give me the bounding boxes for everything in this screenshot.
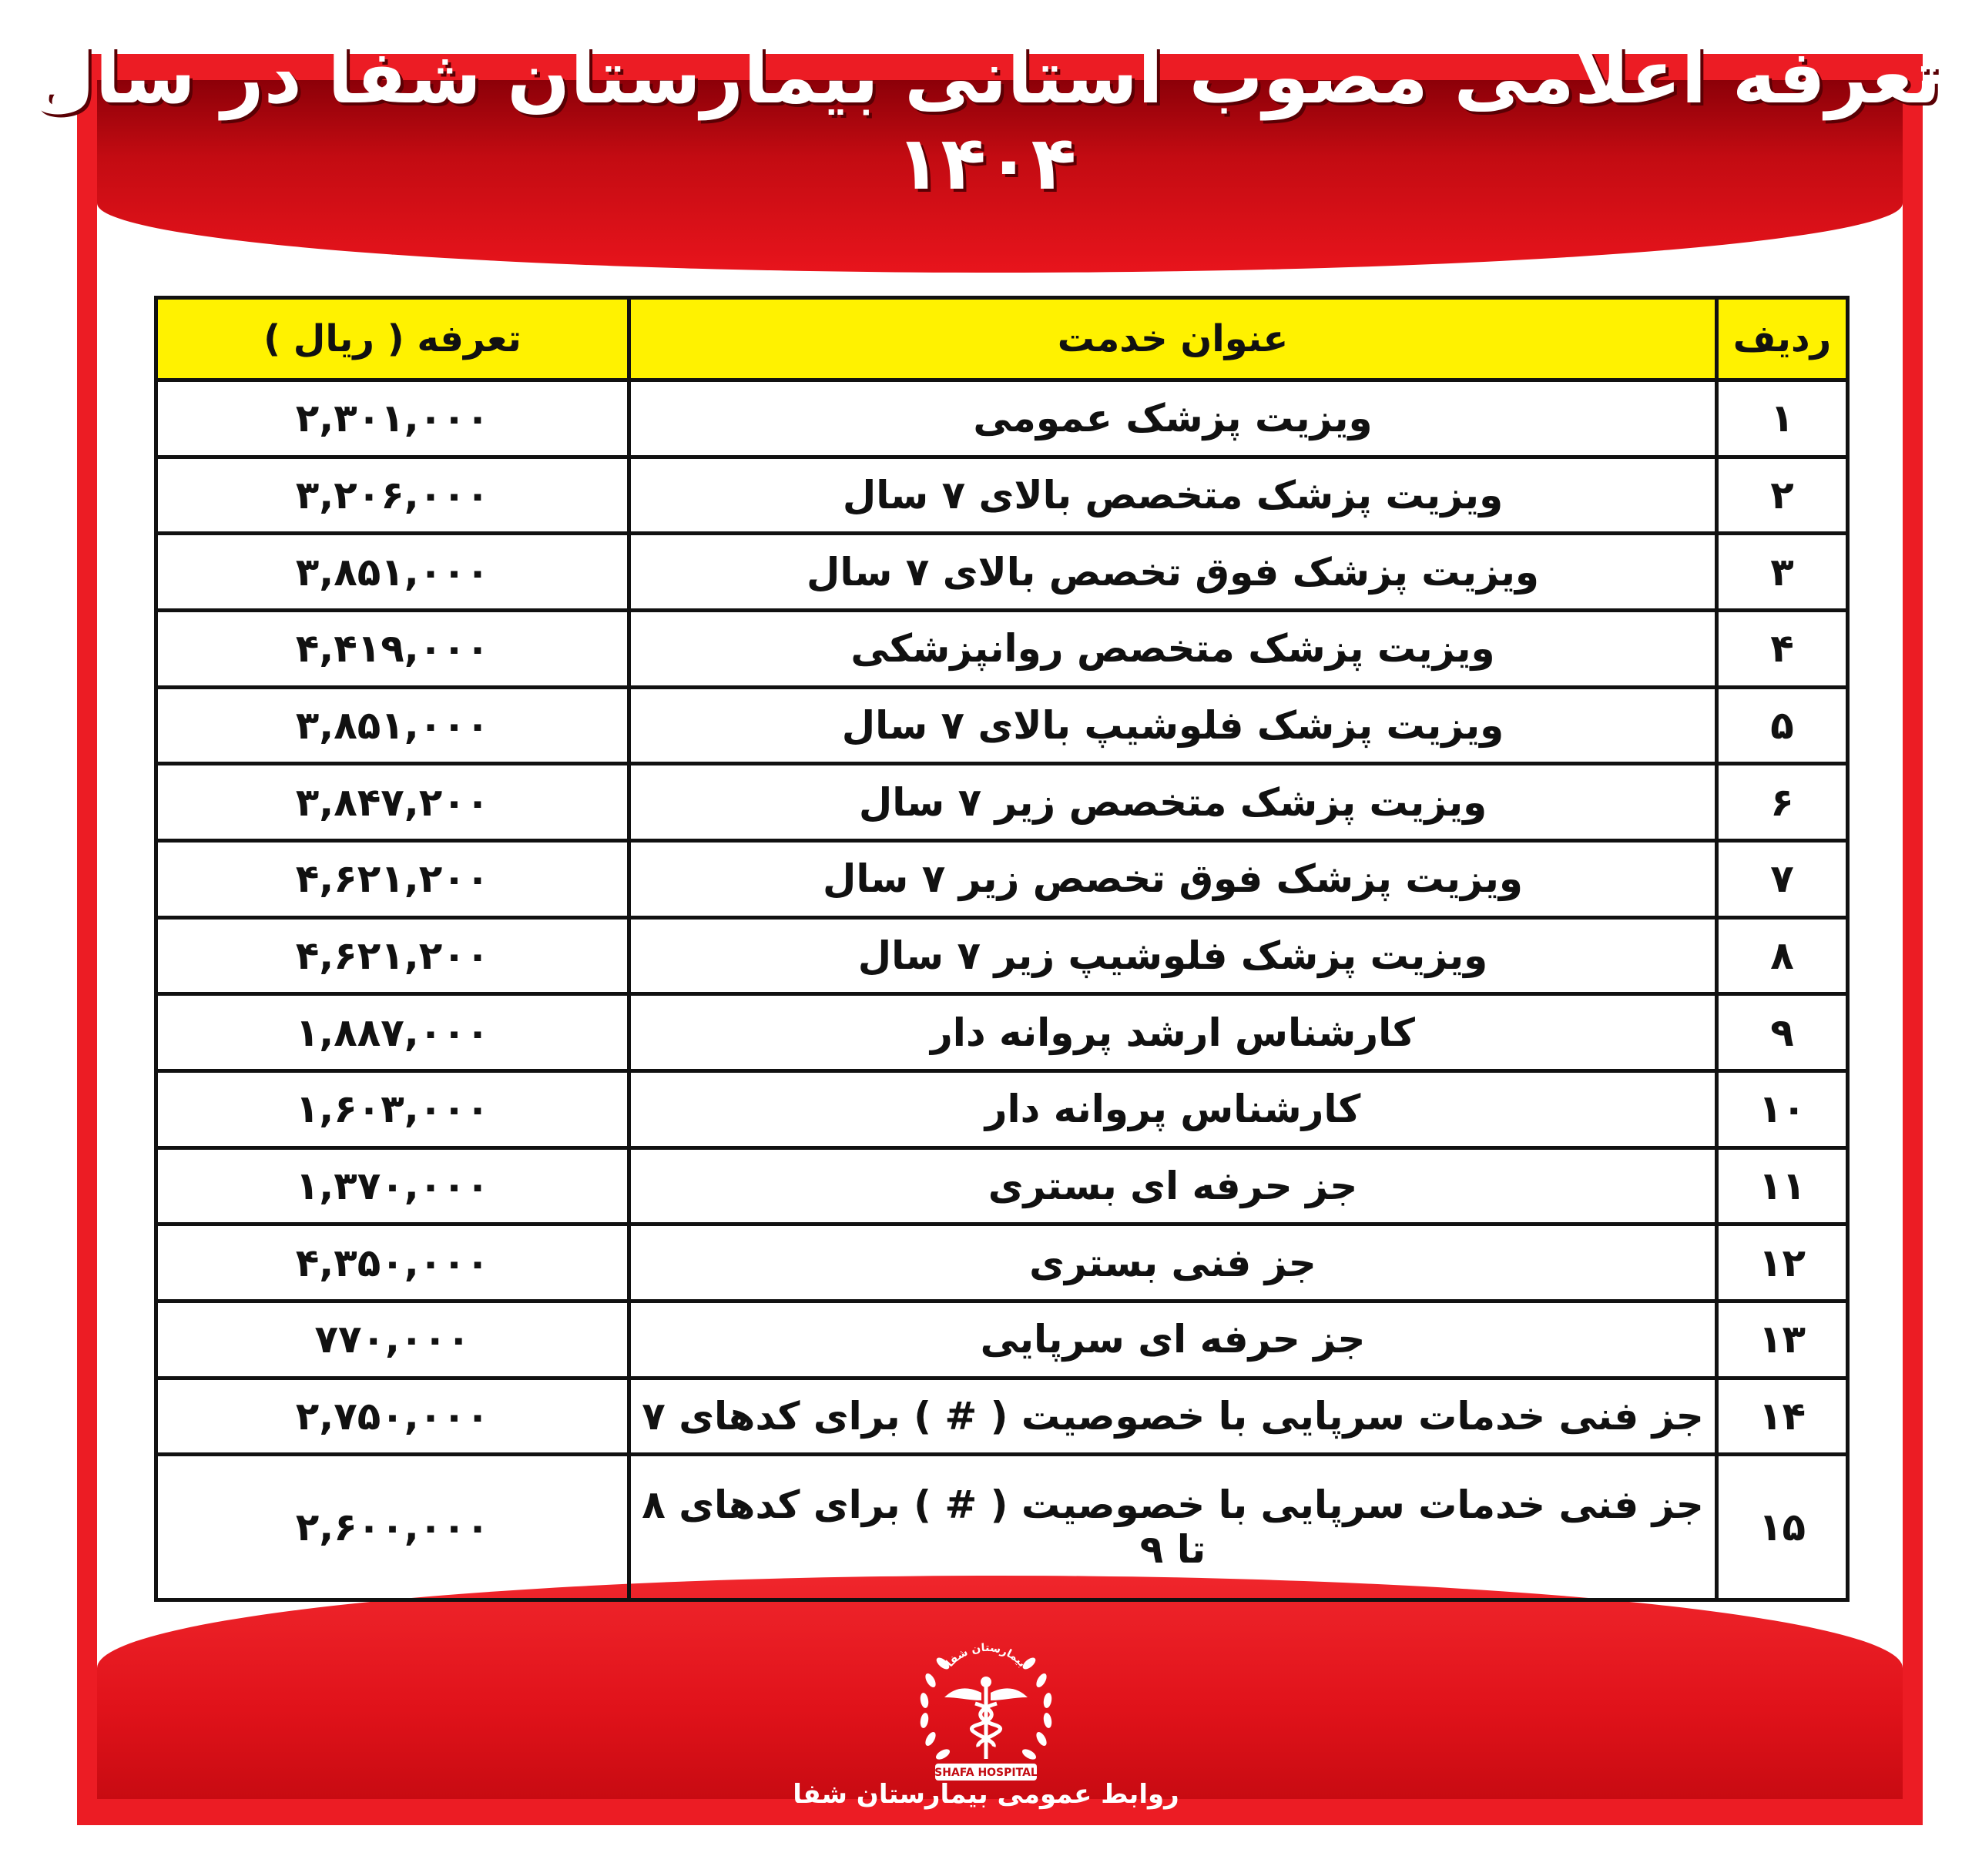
logo-label: SHAFA HOSPITAL xyxy=(934,1767,1038,1779)
row-service-cell: ویزیت پزشک فلوشیپ بالای ۷ سال xyxy=(629,687,1717,764)
row-price-cell: ۲,۳۰۱,۰۰۰ xyxy=(156,380,629,457)
row-price-cell: ۳,۲۰۶,۰۰۰ xyxy=(156,457,629,534)
table-row xyxy=(156,687,1848,764)
row-service-cell: جز حرفه ای بستری xyxy=(629,1147,1717,1224)
row-index-cell: ۸ xyxy=(1717,917,1848,994)
row-index-cell: ۴ xyxy=(1717,610,1848,687)
table-row xyxy=(156,994,1848,1071)
row-service-cell: جز فنی بستری xyxy=(629,1224,1717,1301)
table-row xyxy=(156,1378,1848,1455)
row-index-cell: ۷ xyxy=(1717,840,1848,917)
row-service-cell: ویزیت پزشک متخصص بالای ۷ سال xyxy=(629,457,1717,534)
table-row xyxy=(156,764,1848,841)
table-row xyxy=(156,1455,1848,1600)
column-header-price: تعرفه ( ریال ) xyxy=(156,298,629,380)
row-service-cell: کارشناس پروانه دار xyxy=(629,1070,1717,1147)
row-price-cell: ۱,۳۷۰,۰۰۰ xyxy=(156,1147,629,1224)
row-service-cell: جز حرفه ای سرپایی xyxy=(629,1301,1717,1378)
row-service-cell: ویزیت پزشک فلوشیپ زیر ۷ سال xyxy=(629,917,1717,994)
table-row xyxy=(156,610,1848,687)
row-index-cell: ۲ xyxy=(1717,457,1848,534)
row-price-cell: ۳,۸۵۱,۰۰۰ xyxy=(156,534,629,611)
footer-credit: روابط عمومی بیمارستان شفا xyxy=(793,1779,1179,1810)
row-price-cell: ۴,۶۲۱,۲۰۰ xyxy=(156,917,629,994)
table-row xyxy=(156,917,1848,994)
row-index-cell: ۹ xyxy=(1717,994,1848,1071)
row-index-cell: ۵ xyxy=(1717,687,1848,764)
table-row xyxy=(156,1147,1848,1224)
row-price-cell: ۴,۴۱۹,۰۰۰ xyxy=(156,610,629,687)
logo-arc-text: بیمارستان شفا xyxy=(944,1641,1028,1670)
column-header-index: ردیف xyxy=(1717,298,1848,380)
row-index-cell: ۱۳ xyxy=(1717,1301,1848,1378)
row-service-cell: جز فنی خدمات سرپایی با خصوصیت ( # ) برای کدهای ۷ xyxy=(629,1378,1717,1455)
table-body xyxy=(156,380,1848,1600)
row-price-cell: ۱,۸۸۷,۰۰۰ xyxy=(156,994,629,1071)
row-service-cell: کارشناس ارشد پروانه دار xyxy=(629,994,1717,1071)
hospital-logo xyxy=(904,1623,1068,1787)
row-index-cell: ۶ xyxy=(1717,764,1848,841)
row-index-cell: ۱۱ xyxy=(1717,1147,1848,1224)
page-title: تعرفه اعلامی مصوب استانی بیمارستان شفا در سال ۱۴۰۴ xyxy=(31,34,1941,206)
row-price-cell: ۴,۶۲۱,۲۰۰ xyxy=(156,840,629,917)
row-service-cell: ویزیت پزشک متخصص روانپزشکی xyxy=(629,610,1717,687)
row-index-cell: ۱۴ xyxy=(1717,1378,1848,1455)
tariff-table xyxy=(154,296,1850,1602)
row-service-cell: ویزیت پزشک فوق تخصص بالای ۷ سال xyxy=(629,534,1717,611)
row-price-cell: ۳,۸۴۷,۲۰۰ xyxy=(156,764,629,841)
table-row xyxy=(156,840,1848,917)
table-row xyxy=(156,457,1848,534)
row-price-cell: ۷۷۰,۰۰۰ xyxy=(156,1301,629,1378)
row-service-cell: ویزیت پزشک متخصص زیر ۷ سال xyxy=(629,764,1717,841)
table-row xyxy=(156,1224,1848,1301)
row-service-cell: جز فنی خدمات سرپایی با خصوصیت ( # ) برای کدهای ۸ تا ۹ xyxy=(629,1455,1717,1600)
row-index-cell: ۳ xyxy=(1717,534,1848,611)
row-price-cell: ۱,۶۰۳,۰۰۰ xyxy=(156,1070,629,1147)
table-row xyxy=(156,534,1848,611)
row-index-cell: ۱۵ xyxy=(1717,1455,1848,1600)
row-index-cell: ۱ xyxy=(1717,380,1848,457)
table-row xyxy=(156,1070,1848,1147)
row-index-cell: ۱۲ xyxy=(1717,1224,1848,1301)
row-price-cell: ۲,۷۵۰,۰۰۰ xyxy=(156,1378,629,1455)
row-price-cell: ۲,۶۰۰,۰۰۰ xyxy=(156,1455,629,1600)
row-price-cell: ۳,۸۵۱,۰۰۰ xyxy=(156,687,629,764)
row-index-cell: ۱۰ xyxy=(1717,1070,1848,1147)
table-header-row xyxy=(156,298,1848,380)
table-row xyxy=(156,1301,1848,1378)
column-header-service: عنوان خدمت xyxy=(629,298,1717,380)
table-row xyxy=(156,380,1848,457)
row-price-cell: ۴,۳۵۰,۰۰۰ xyxy=(156,1224,629,1301)
row-service-cell: ویزیت پزشک عمومی xyxy=(629,380,1717,457)
row-service-cell: ویزیت پزشک فوق تخصص زیر ۷ سال xyxy=(629,840,1717,917)
